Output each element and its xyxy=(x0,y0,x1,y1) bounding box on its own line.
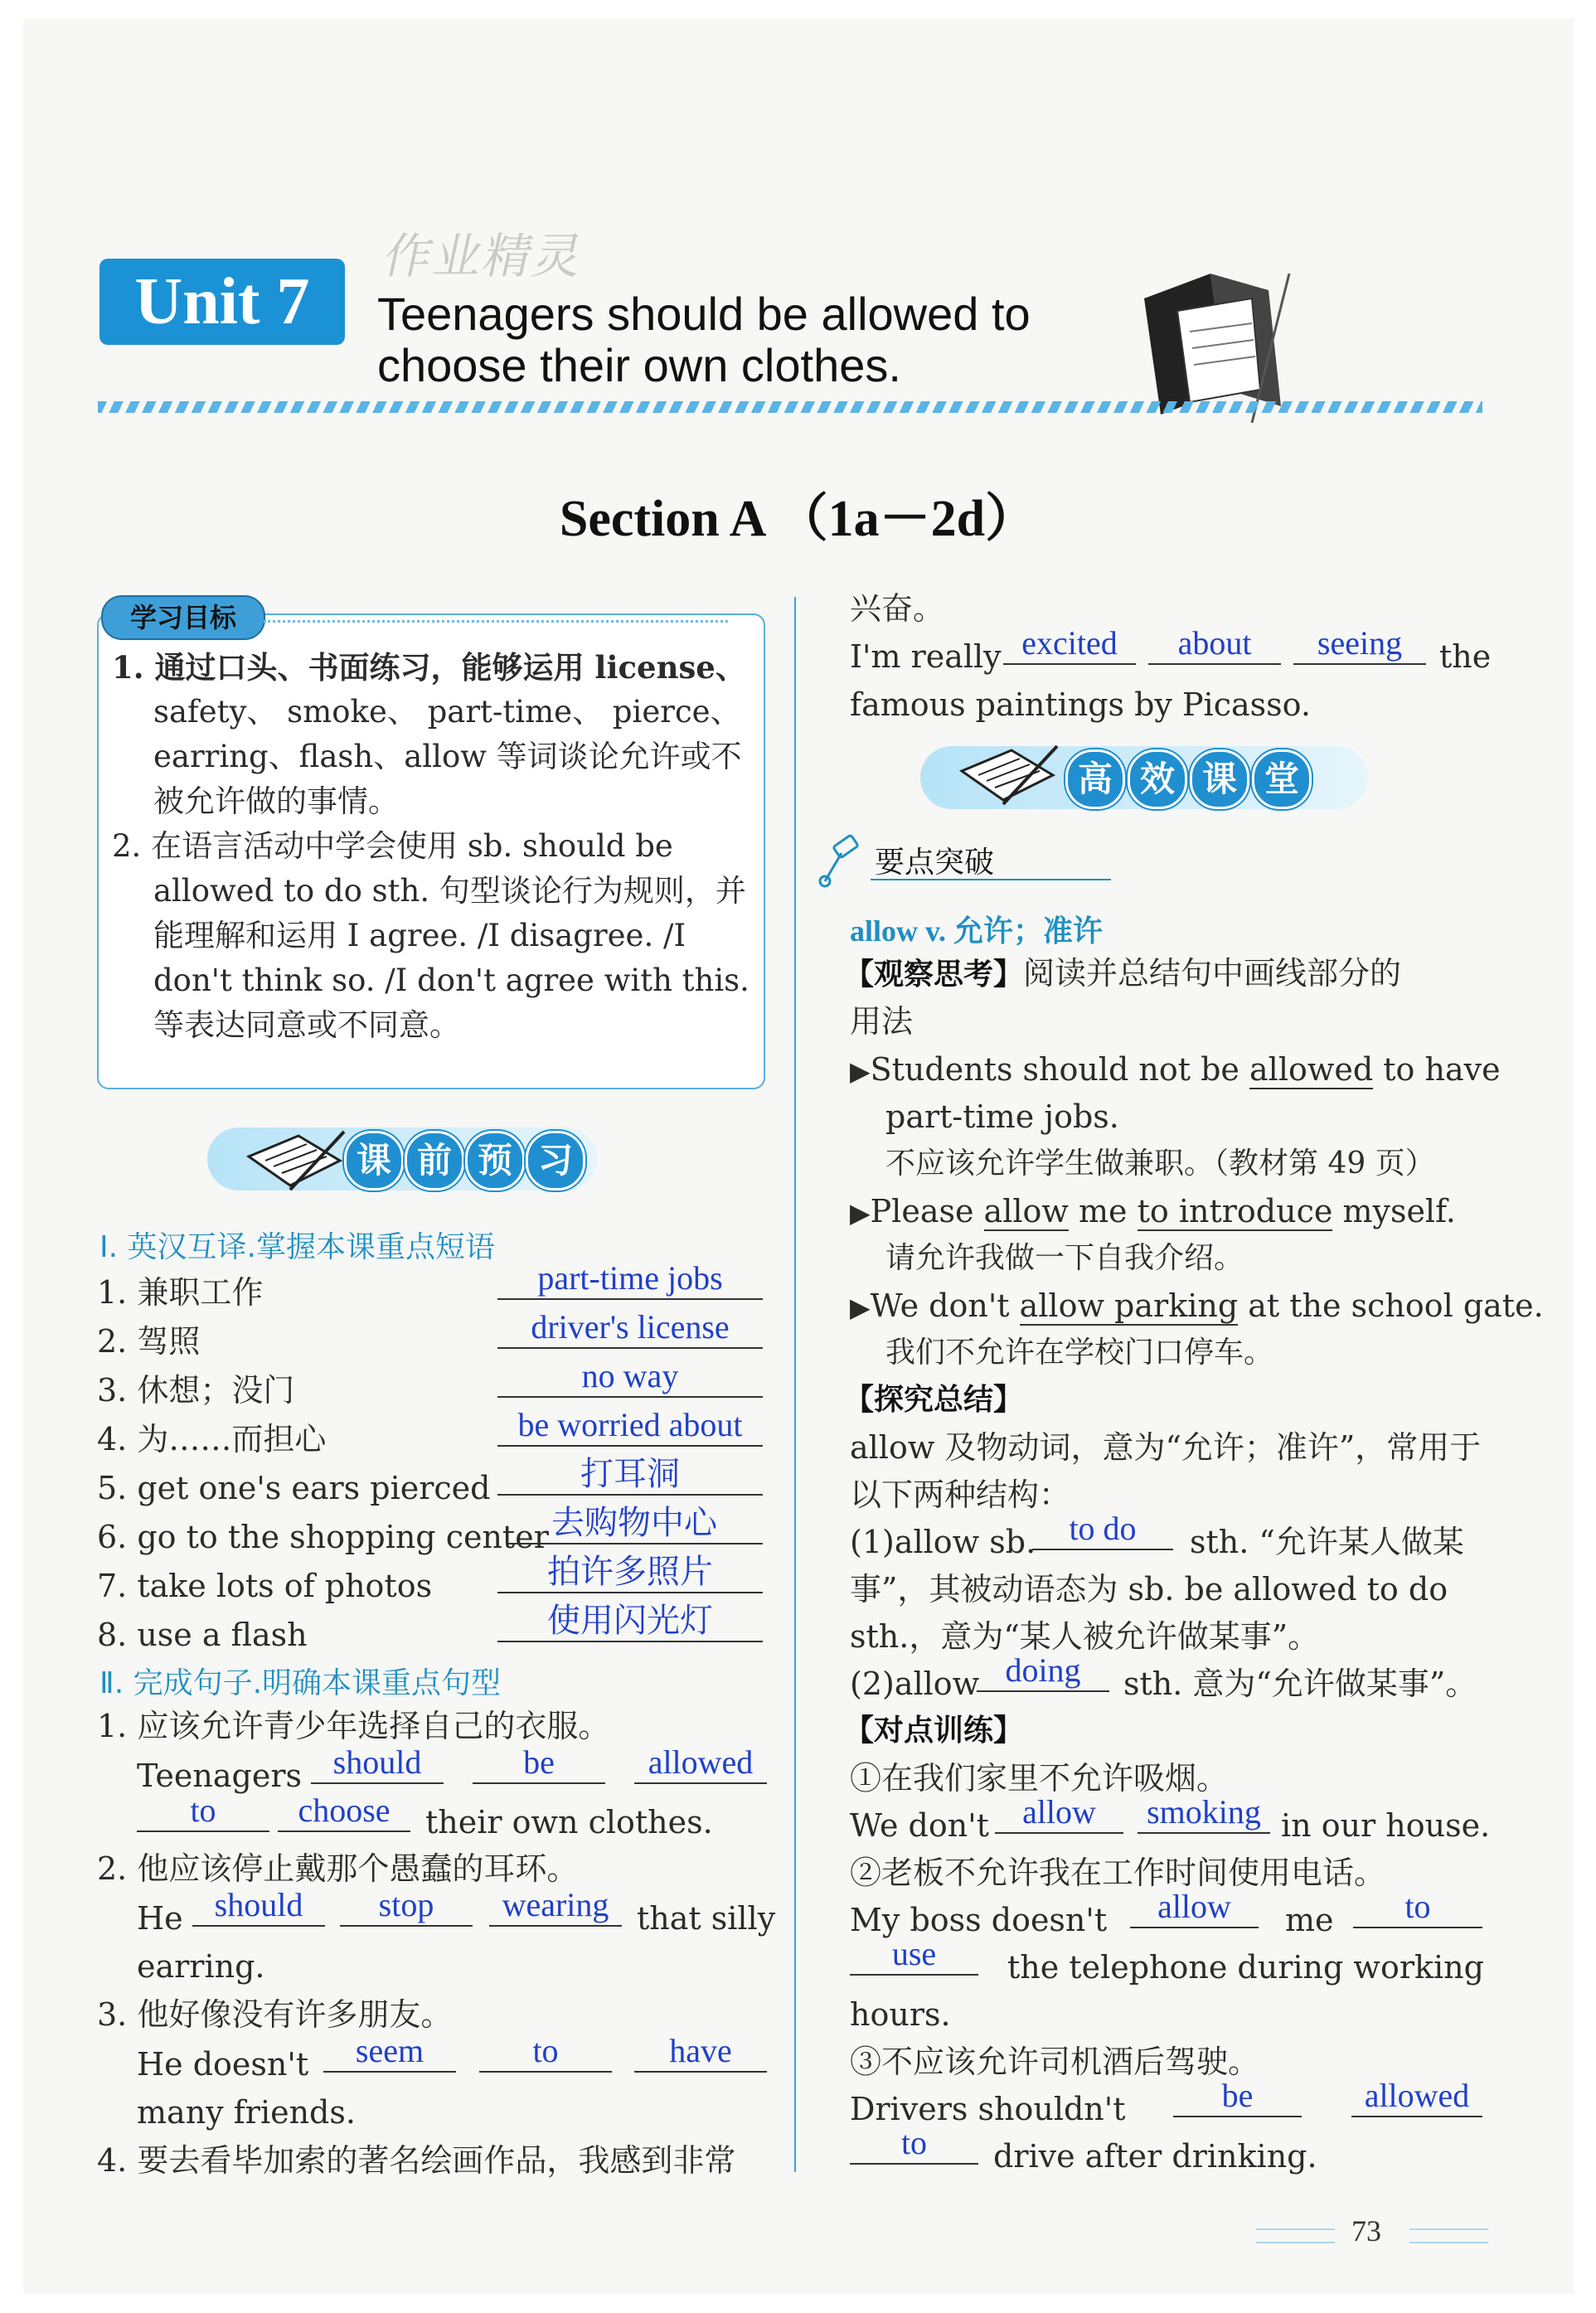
example-3-cn: 我们不允许在学校门口停车。 xyxy=(885,1336,1274,1370)
part1-a5: 打耳洞 xyxy=(497,1456,763,1496)
part1-a8: 使用闪光灯 xyxy=(497,1603,763,1642)
part2-s1-a4: to xyxy=(137,1792,269,1832)
unit-title-line1: Teenagers should be allowed to xyxy=(377,288,1031,340)
part2-s2-post: that silly xyxy=(637,1900,776,1937)
training-1-pre: We don't xyxy=(850,1807,989,1844)
training-label: 【对点训练】 xyxy=(844,1714,1024,1748)
part2-s1-a1: should xyxy=(311,1744,444,1784)
unit-title-line2: choose their own clothes. xyxy=(377,339,901,391)
page-number: 73 xyxy=(1351,2214,1381,2248)
training-1-cn: ①在我们家里不允许吸烟。 xyxy=(850,1760,1229,1797)
training-3-a2: allowed xyxy=(1351,2078,1482,2117)
summary-label: 【探究总结】 xyxy=(844,1383,1024,1417)
part2-s3-pre: He doesn't xyxy=(137,2046,309,2083)
training-2-post: the telephone during working xyxy=(1007,1949,1484,1986)
class-char-1: 高 xyxy=(1065,749,1125,809)
part2-s2-a1: should xyxy=(192,1887,325,1927)
example-2-cn: 请允许我做一下自我介绍。 xyxy=(885,1241,1244,1275)
structure-2-answer: doing xyxy=(977,1652,1109,1692)
part2-s1-a5: choose xyxy=(278,1792,410,1832)
example-3: ▶We don't allow parking at the school gate. xyxy=(850,1287,1544,1324)
training-2-post2: hours. xyxy=(850,1996,951,2033)
part2-s3-a1: seem xyxy=(323,2033,456,2073)
structure-1-answer: to do xyxy=(1032,1510,1173,1550)
structure-1-post: sth. “允许某人做某 xyxy=(1190,1524,1464,1560)
part1-q4: 4. 为……而担心 xyxy=(97,1421,327,1457)
part2-s1-cn: 1. 应该允许青少年选择自己的衣服。 xyxy=(97,1708,610,1744)
preview-char-3: 预 xyxy=(465,1131,525,1190)
training-1-a1: allow xyxy=(995,1794,1123,1834)
goal-tag-rule xyxy=(264,620,728,623)
structure-1-pre: (1)allow sb. xyxy=(850,1524,1036,1560)
watermark: 作业精灵 xyxy=(378,228,590,284)
part2-s4-cn2: 兴奋。 xyxy=(850,590,945,627)
part2-s2-post2: earring. xyxy=(137,1948,265,1985)
training-2-pre: My boss doesn't xyxy=(850,1902,1108,1938)
example-1-cont: part-time jobs. xyxy=(885,1098,1119,1135)
page-number-rule-right xyxy=(1409,2228,1488,2243)
class-char-2: 效 xyxy=(1128,749,1187,809)
part1-q1: 1. 兼职工作 xyxy=(97,1274,264,1311)
training-2-cn: ②老板不允许我在工作时间使用电话。 xyxy=(850,1855,1386,1891)
part1-a4: be worried about xyxy=(497,1407,763,1447)
training-3-a3: to xyxy=(850,2125,978,2165)
part1-q6: 6. go to the shopping center xyxy=(97,1519,549,1555)
part2-s3-a3: have xyxy=(634,2033,767,2073)
part1-a7: 拍许多照片 xyxy=(497,1554,763,1593)
part1-heading: Ⅰ. 英汉互译.掌握本课重点短语 xyxy=(99,1230,495,1264)
structure-2-pre: (2)allow xyxy=(850,1666,980,1702)
training-2-mid: me xyxy=(1285,1902,1334,1938)
part2-s4-pre: I'm really xyxy=(850,638,1002,675)
goal-item-2: 2. 在语言活动中学会使用 sb. should be allowed to do sth. 句型谈论行为规则，并 能理解和运用 I agree. /I disagree. /I don't think so. /I don't agree with this. 等表达同意或不同意。 xyxy=(112,828,749,1043)
example-1-cn: 不应该允许学生做兼职。（教材第 49 页） xyxy=(885,1147,1435,1181)
notebook-pen-icon xyxy=(953,738,1061,812)
class-char-4: 堂 xyxy=(1252,749,1312,809)
preview-char-2: 前 xyxy=(405,1131,464,1190)
training-3-pre: Drivers shouldn't xyxy=(850,2091,1126,2127)
structure-2-post: sth. 意为“允许做某事”。 xyxy=(1123,1666,1477,1702)
part2-s2-cn: 2. 他应该停止戴那个愚蠢的耳环。 xyxy=(97,1850,579,1887)
part2-s1-post: their own clothes. xyxy=(425,1804,713,1840)
part2-s3-cn: 3. 他好像没有许多朋友。 xyxy=(97,1996,453,2033)
page-number-rule-left xyxy=(1256,2228,1335,2243)
training-2-a2: to xyxy=(1353,1889,1482,1928)
part2-s2-a2: stop xyxy=(340,1887,473,1927)
class-char-3: 课 xyxy=(1190,749,1249,809)
training-1-a2: smoking xyxy=(1138,1794,1270,1834)
structure-1-line3: sth.，意为“某人被允许做某事”。 xyxy=(850,1618,1320,1655)
keypoint-word: allow v. 允许；准许 xyxy=(850,914,1104,948)
section-title: Section A （1a－2d） xyxy=(559,491,1037,547)
observe-line2: 用法 xyxy=(850,1003,914,1040)
part1-q2: 2. 驾照 xyxy=(97,1323,201,1360)
part2-s4-post: the xyxy=(1439,638,1492,675)
training-3-post: drive after drinking. xyxy=(993,2138,1317,2175)
part2-s4-a3: seeing xyxy=(1293,625,1426,665)
example-1: ▶Students should not be allowed to have xyxy=(850,1051,1501,1088)
keypoints-rule xyxy=(871,879,1111,880)
part2-s1-pre: Teenagers xyxy=(137,1758,302,1794)
observe-line1: 【观察思考】阅读并总结句中画线部分的 xyxy=(844,955,1402,992)
part2-s4-post2: famous paintings by Picasso. xyxy=(850,686,1311,723)
part2-s4-a1: excited xyxy=(1003,625,1136,665)
part1-q5: 5. get one's ears pierced xyxy=(97,1470,491,1506)
preview-char-1: 课 xyxy=(344,1131,404,1190)
keypoints-heading: 要点突破 xyxy=(875,846,995,880)
part1-a6: 去购物中心 xyxy=(506,1505,763,1544)
part2-s4-a2: about xyxy=(1148,625,1281,665)
part2-s1-a2: be xyxy=(473,1744,605,1784)
part2-s1-a3: allowed xyxy=(634,1744,767,1784)
part2-s2-a3: wearing xyxy=(489,1887,622,1927)
part2-heading: Ⅱ. 完成句子.明确本课重点句型 xyxy=(99,1666,502,1700)
summary-line1: allow 及物动词，意为“允许；准许”，常用于 xyxy=(850,1429,1482,1466)
training-2-a1: allow xyxy=(1130,1889,1259,1928)
part2-s3-post: many friends. xyxy=(137,2094,356,2131)
training-3-a1: be xyxy=(1173,2078,1302,2117)
header-divider xyxy=(98,401,1482,413)
goal-item-1: 1. 通过口头、书面练习，能够运用 license、 safety、 smoke、 part-time、 pierce、 earring、flash、allow 等词谈论允许或不 被允许做的事情。 xyxy=(112,649,746,819)
preview-char-4: 习 xyxy=(526,1131,585,1190)
part1-q8: 8. use a flash xyxy=(97,1617,308,1653)
notebook-pen-icon xyxy=(240,1123,348,1198)
unit-badge: Unit 7 xyxy=(99,259,345,345)
training-1-post: in our house. xyxy=(1281,1807,1491,1844)
column-divider xyxy=(794,597,796,2172)
hammer-icon xyxy=(817,833,866,891)
training-3-cn: ③不应该允许司机酒后驾驶。 xyxy=(850,2044,1260,2080)
part2-s2-pre: He xyxy=(137,1900,183,1937)
part2-s3-a2: to xyxy=(479,2033,612,2073)
example-2: ▶Please allow me to introduce myself. xyxy=(850,1193,1456,1229)
summary-line2: 以下两种结构： xyxy=(850,1477,1071,1513)
training-2-a3: use xyxy=(850,1936,978,1976)
learning-goals-tag: 学习目标 xyxy=(101,595,265,640)
structure-1-line2: 事”，其被动语态为 sb. be allowed to do xyxy=(850,1571,1448,1607)
part1-a2: driver's license xyxy=(497,1309,763,1349)
part1-a1: part-time jobs xyxy=(497,1260,763,1300)
part1-a3: no way xyxy=(497,1358,763,1398)
part2-s4-cn: 4. 要去看毕加索的著名绘画作品，我感到非常 xyxy=(97,2142,736,2179)
part1-q3: 3. 休想；没门 xyxy=(97,1372,295,1409)
part1-q7: 7. take lots of photos xyxy=(97,1568,433,1604)
